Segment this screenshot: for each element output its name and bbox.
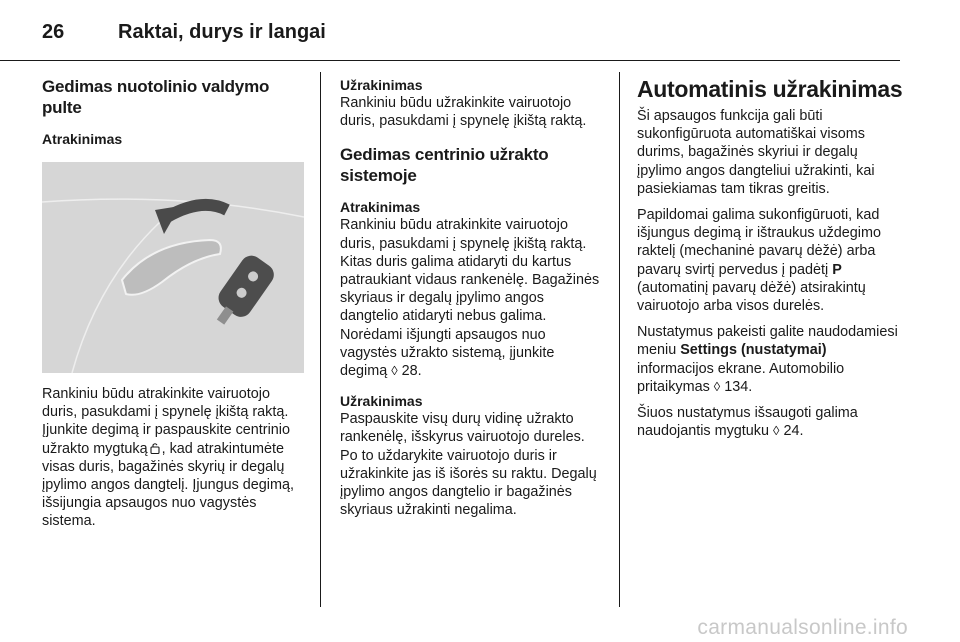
header-rule (0, 60, 900, 61)
paragraph: Šiuos nustatymus išsaugoti galima naudojantis mygtuku ◊ 24. (637, 405, 858, 440)
subsection-title: Atrakinimas (42, 131, 123, 147)
page-reference-icon: ◊ (713, 378, 721, 394)
subsection-title: Atrakinimas (340, 199, 421, 216)
page-reference-icon: ◊ (773, 423, 780, 439)
paragraph: Paspauskite visų durų vidinę užrakto rankenėlę, išskyrus vairuotojo dureles. Po to uždarykite vairuotojo duris ir užrakinkite jas iš išorės su raktu. Degalų įpylimo angos dangtelio ir bagažinės skyriaus užrakinti negalima. (340, 411, 597, 519)
door-handle-illustration (42, 162, 304, 373)
page-number: 26 (42, 20, 65, 43)
paragraph: Rankiniu būdu atrakinkite vairuotojo duris, pasukdami į spynelę įkištą raktą. Įjunkite degimą ir paspauskite centrinio užrakto mygtuką , kad atrakintumėte visas duris, bagažinės skyrių ir degalų įpylimo angos dangtelį. Įjungus degimą, išsijungia apsaugos nuo vagystės sistema. (42, 386, 294, 530)
page-header (42, 14, 326, 50)
section-title: Automatinis užrakinimas (637, 76, 903, 102)
watermark: carmanualsonline.info (697, 616, 908, 639)
lock-icon (150, 442, 160, 454)
paragraph: Rankiniu būdu atrakinkite vairuotojo duris, pasukdami į spynelę įkištą raktą. Kitas duris galima atidaryti du kartus patraukiant vidaus rankenėlę. Bagažinės skyriaus ir degalų įpylimo angos dangtelio atidaryti nebus galima. Norėdami išjungti apsaugos nuo vagystės užrakto sistemą, įjunkite degimą ◊ 28. (340, 217, 600, 380)
section-title: Gedimas nuotolinio valdymo pulte (42, 77, 270, 117)
page-reference-icon: ◊ (391, 363, 398, 379)
paragraph: Ši apsaugos funkcija gali būti sukonfigūruota automatiškai visoms durims, bagažinės skyriui ir degalų įpylimo angos dangteliui užrakinti, kai pasiekiamas tam tikras greitis. (637, 108, 875, 197)
column-1 (42, 76, 307, 539)
paragraph: Nustatymus pakeisti galite naudodamiesi meniu Settings (nustatymai) informacijos ekrane. Automobilio pritaikymas ◊ 134. (637, 324, 898, 395)
door-unlock-figure (42, 162, 304, 373)
subsection-title: Užrakinimas (340, 77, 423, 93)
column-divider (320, 72, 321, 607)
paragraph: Papildomai galima sukonfigūruoti, kad išjungus degimą ir ištraukus uždegimo raktelį (mechaninė pavarų dėžė) arba pavarų svirtį pervedus į padėtį P (automatinį pavarų dėžė) atsirakintų vairuotojo arba visos durelės. (637, 207, 881, 315)
section-title: Gedimas centrinio užrakto sistemoje (340, 145, 549, 186)
column-divider (619, 72, 620, 607)
column-2 (340, 76, 605, 527)
paragraph: Rankiniu būdu užrakinkite vairuotojo duris, pasukdami į spynelę įkištą raktą. (340, 95, 587, 130)
subsection-title: Užrakinimas (340, 393, 423, 410)
column-3 (637, 76, 905, 448)
chapter-title: Raktai, durys ir langai (118, 20, 326, 43)
